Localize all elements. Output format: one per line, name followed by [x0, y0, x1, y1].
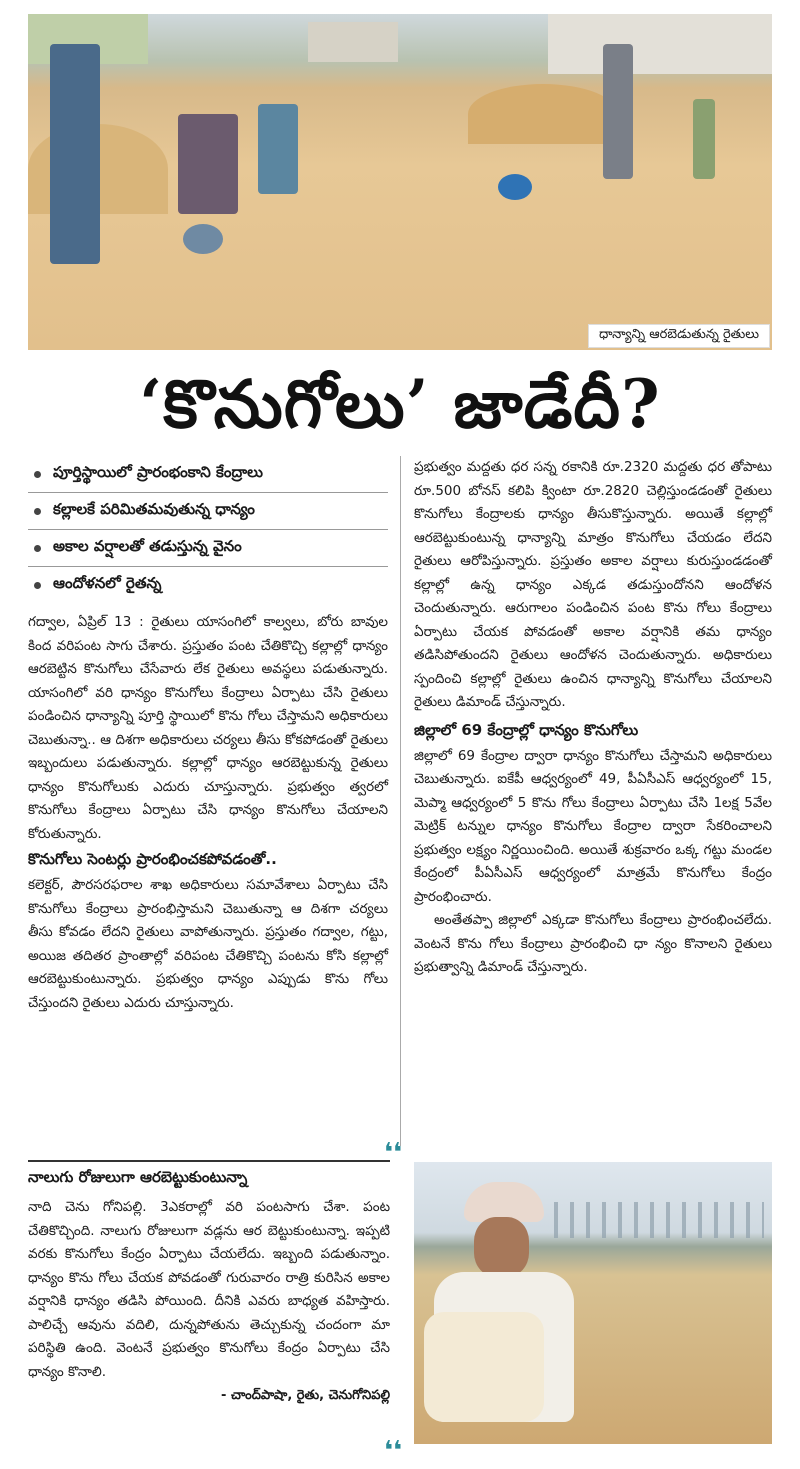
quote-paragraph: నాది చెను గోనిపల్లి. 3ఎకరాల్లో వరి పంటసాగు చేశా. పంట చేతికొచ్చింది. నాలుగు రోజులుగా వడ్లను ఆర బెట్టుకుంటున్నా. ఇప్పటి వరకు కొనుగోలు కేంద్రం ఏర్పాటు చేయలేదు. ఇబ్బంది పడుతున్నాం. ధాన్యం కొను గోలు చేయక పోవడంతో గురువారం రాత్రి కురిసిన అకాల వర్షానికి ధాన్యం తడిసి పోయింది. దీనికి ఎవరు బాధ్యత వహిస్తారు. పాలిచ్చే ఆవును వదిలి, దున్నపోతును తెచ్చుకున్న చందంగా మా పరిస్థితి ఉంది. వెంటనే ప్రభుత్వం కొనుగోలు కేంద్రం ఏర్పాటు చేసి ధాన్యం కొనాలి. [28, 1199, 390, 1380]
bullet-list [28, 456, 388, 603]
body-paragraph: గద్వాల, ఏప్రిల్ 13 : రైతులు యాసంగిలో కాల్వలు, బోరు బావుల కింద వరిపంట సాగు చేశారు. ప్రస్తుతం పంట చేతికొచ్చి కల్లాల్లో ధాన్యం ఆరబెట్టిన కొనుగోలు చేసేవారు లేక రైతులు అవస్థలు పడుతున్నారు. యాసంగిలో వరి ధాన్యం కొనుగోలు కేంద్రాలు ఏర్పాటు చేసి రైతులు పండించిన ధాన్యాన్ని పూర్తి స్థాయిలో కొను గోలు చేస్తామని అధికారులు చెబుతున్నా.. ఆ దిశగా అధికారులు చర్యలు తీసు కోకపోడంతో రైతులు ఇబ్బందులు పడుతున్నారు. కల్లాల్లో ధాన్యం ఆరబెట్టుకున్న రైతులు ధాన్యం కొనుగోలుకు ఎదురు చూస్తున్నారు. ప్రభుత్వం త్వరలో కొనుగోలు కేంద్రాలు ఏర్పాటు చేసి ధాన్యం కొనుగోలు చేయాలని కోరుతున్నారు. [28, 614, 388, 842]
farmer-quote-box [28, 1160, 390, 1406]
bullet-dot-icon [34, 471, 41, 478]
bullet-dot-icon [34, 545, 41, 552]
bullet-item: అకాల వర్షాలతో తడుస్తున్న వైనం [28, 530, 388, 567]
top-photo-caption: ధాన్యాన్ని ఆరబెడుతున్న రైతులు [588, 324, 770, 348]
quote-signature: - చాంద్‌పాషా, రైతు, చెనుగోనిపల్లి [221, 1388, 390, 1403]
column-divider [400, 456, 401, 1146]
body-paragraph: అంతేతప్పా జిల్లాలో ఎక్కడా కొనుగోలు కేంద్రాలు ప్రారంభించలేదు. వెంటనే కొను గోలు కేంద్రాలు ప్రారంభించి ధా న్యం కొనాలని రైతులు ప్రభుత్వాన్ని డిమాండ్ చేస్తున్నారు. [414, 912, 772, 975]
bullet-item: కల్లాలకే పరిమితమవుతున్న ధాన్యం [28, 493, 388, 530]
right-column [414, 456, 772, 980]
bullet-dot-icon [34, 582, 41, 589]
body-paragraph: ప్రభుత్వం మద్దతు ధర సన్న రకానికి రూ.2320 మద్దతు ధర తోపాటు రూ.500 బోనస్ కలిపి క్వింటా రూ.2820 చెల్లిస్తుండడంతో రైతులు కొనుగోలు కేంద్రాలకు ధాన్యం తీసుకొస్తున్నారు. అయితే కల్లాల్లో ఆరబెట్టుకుంటున్న ధాన్యాన్ని మాత్రం కొనుగోలు చేయడం లేదని రైతులు ఆరోపిస్తున్నారు. ప్రస్తుతం అకాల వర్షాలు కురుస్తుండడంతో కల్లాల్లో ఉన్న ధాన్యం ఎక్కడ తడుస్తుందోనని ఆందోళన చెందుతున్నారు. ఆరుగాలం పండించిన పంట కొను గోలు కేంద్రాలు ఏర్పాటు చేయక పోవడంతో అకాల వర్షానికి తమ ధాన్యం తడిసిపోతుందని రైతులు ఆందోళన చెందుతున్నారు. అధికారులు స్పందించి కల్లాల్లో రైతులు ఉంచిన ధాన్యాన్ని కొనుగోలు చేయాలని రైతులు డిమాండ్ చేస్తున్నారు. [414, 459, 772, 710]
farmers-drying-grain-photo [28, 14, 772, 350]
section-subhead: కొనుగోలు సెంటర్లు ప్రారంభించకపోవడంతో.. [28, 850, 277, 868]
farmer-portrait-photo [414, 1162, 772, 1444]
bullet-item: పూర్తిస్థాయిలో ప్రారంభంకాని కేంద్రాలు [28, 456, 388, 493]
quote-mark-icon: ❛❛ [384, 1138, 403, 1168]
article-headline: ‘కొనుగోలు’ జాడేదీ? [139, 365, 661, 443]
quote-box-subhead: నాలుగు రోజులుగా ఆరబెట్టుకుంటున్నా [28, 1160, 390, 1190]
left-column [28, 456, 388, 1015]
section-subhead: జిల్లాలో 69 కేంద్రాల్లో ధాన్యం కొనుగోలు [414, 720, 639, 739]
body-paragraph: జిల్లాలో 69 కేంద్రాల ద్వారా ధాన్యం కొనుగోలు చేస్తామని అధికారులు చెబుతున్నారు. ఐకేపీ ఆధ్వర్యంలో 49, పీఏసీఎస్ ఆధ్వర్యంలో 15, మెప్మా ఆధ్వర్యంలో 5 కొను గోలు కేంద్రాలు ఏర్పాటు చేసి 1లక్ష 5వేల మెట్రిక్ టన్నుల ధాన్యం కొనుగోలు కేంద్రాల ద్వారా సేకరించాలని ప్రభుత్వం లక్ష్యం నిర్ణయించింది. అయితే శుక్రవారం ఒక్క గట్టు మండల కేంద్రంలో పీఏసీఎస్ ఆధ్వర్యంలో మాత్రమే కొనుగోలు కేంద్రం ప్రారంభించారు. [414, 747, 772, 905]
body-paragraph: కలెక్టర్, పౌరసరఫరాల శాఖ అధికారులు సమావేశాలు ఏర్పాటు చేసి కొనుగోలు కేంద్రాలు ప్రారంభిస్తామని చెబుతున్నా ఆ దిశగా చర్యలు తీసు కోవడం లేదని రైతులు వాపోతున్నారు. ప్రస్తుతం గద్వాల, గట్టు, అయిజ తదితర ప్రాంతాల్లో వరిపంట చేతికొచ్చి పంటను కోసి కల్లాల్లో ఆరబెట్టుకుంటున్నారు. ప్రభుత్వం ధాన్యం ఎప్పుడు కొను గోలు చేస్తుందని రైతులు ఎదురు చూస్తున్నారు. [28, 877, 388, 1011]
bullet-dot-icon [34, 508, 41, 515]
quote-mark-icon: ❛❛ [384, 1436, 403, 1466]
bullet-item: ఆందోళనలో రైతన్న [28, 567, 388, 603]
